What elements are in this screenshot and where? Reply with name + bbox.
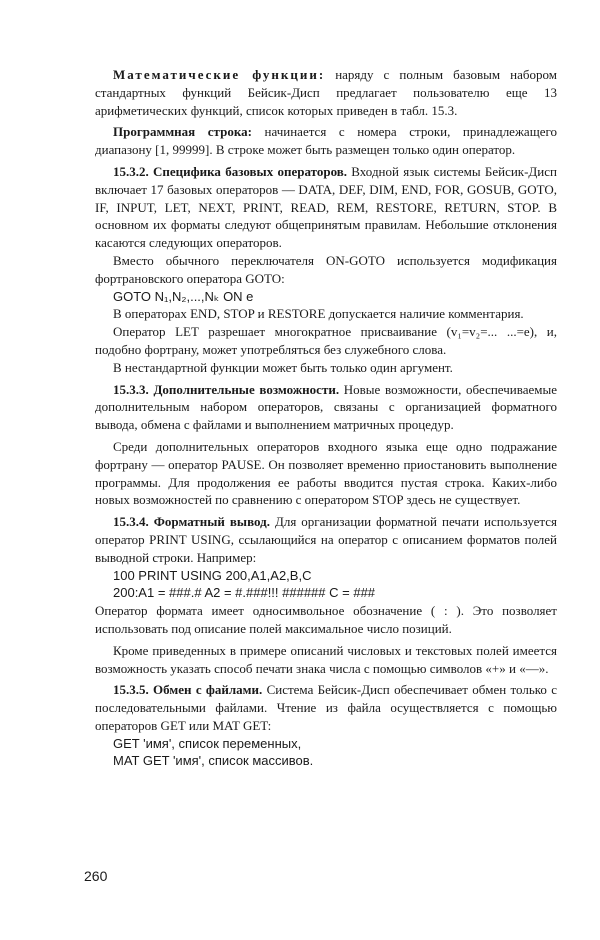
code-print-using: 100 PRINT USING 200,A1,A2,B,C [113,567,312,583]
paragraph-sign-printing [95,642,557,678]
code-get: GET 'имя', список переменных, [113,735,302,751]
section-15-3-2 [95,163,557,252]
paragraph-body: Кроме приведенных в примере описаний числовых и текстовых полей имеется возможность указать способ печати знака числа с помощью символов «+» и «—». [95,642,557,676]
section-heading: 15.3.2. Специфика базовых операторов. [113,163,348,179]
paragraph-let [95,323,557,359]
paragraph-format-operator [95,602,557,638]
page-text [95,62,557,770]
section-heading: 15.3.3. Дополнительные возможности. [113,381,340,397]
paragraph-body: наряду с полным базовым набором стандартных функций Бейсик-Дисп предлагает пользователю еще 13 арифметических функций, список которых приведен в табл. 15.3. [95,67,557,118]
paragraph-lead: Математические функции: [113,67,326,82]
paragraph-argument [95,359,557,377]
paragraph-lead: Программная строка: [113,124,252,140]
paragraph-body: Оператор LET разрешает многократное присваивание (v₁=v₂=... ...=e), и, подобно фортрану, может употребляться без служебного слова. [95,324,557,357]
section-15-3-4 [95,513,557,566]
section-heading: 15.3.5. Обмен с файлами. [113,682,263,698]
section-15-3-5 [95,681,557,734]
paragraph-body: Для организации форматной печати используется оператор PRINT USING, ссылающийся на оператор с описанием форматов полей выводной строки. Например: [95,514,558,565]
paragraph-body: Новые возможности, обеспечиваемые дополнительным набором операторов, связаны с организацией форматного вывода, обмена с файлами и выполнением матричных процедур. [95,381,557,433]
paragraph-pause [95,438,557,509]
paragraph-body: Оператор формата имеет односимвольное обозначение ( : ). Это позволяет использовать под описание полей максимальное число позиций. [95,603,557,636]
paragraph-program-line [95,123,557,159]
code-format-line: 200:A1 = ###.# A2 = #.###!!! ###### C = ### [113,585,376,601]
section-heading: 15.3.4. Форматный вывод. [113,514,270,530]
paragraph-body: В нестандартной функции может быть только один аргумент. [113,359,453,375]
paragraph-body: Среди дополнительных операторов входного языка еще одно подражание фортрану — оператор PAUSE. Он позволяет временно приостановить выполнение программы. Для продолжения ее работы вводится пустая строка. Каких-либо новых возможностей по сравнению с оператором STOP здесь не существует. [95,438,557,508]
page-number: 260 [84,868,108,884]
paragraph-body: В операторах END, STOP и RESTORE допускается наличие комментария. [113,306,524,322]
paragraph-math-functions [95,66,557,119]
paragraph-body: Вместо обычного переключателя ON-GOTO используется модификация фортрановского оператора GOTO: [95,252,557,286]
code-mat-get: MAT GET 'имя', список массивов. [113,753,314,769]
code-goto: GOTO N₁,N₂,...,Nₖ ON e [113,288,254,304]
section-15-3-3 [95,381,557,434]
paragraph-body: Система Бейсик-Дисп обеспечивает обмен только с последовательными файлами. Чтение из файла осуществляется с помощью операторов GET или MAT GET: [95,682,557,733]
paragraph-body: Входной язык системы Бейсик-Дисп включает 17 базовых операторов — DATA, DEF, DIM, END, FOR, GOSUB, GOTO, IF, INPUT, LET, NEXT, PRINT, READ, REM, RESTORE, RETURN, STOP. В основном их форматы следуют общепринятым правилам. Небольшие отклонения касаются следующих операторов. [95,163,557,251]
paragraph-comments [95,305,557,323]
paragraph-on-goto [95,252,557,288]
paragraph-body: начинается с номера строки, принадлежащего диапазону [1, 99999]. В строке может быть размещен только один оператор. [95,124,557,158]
